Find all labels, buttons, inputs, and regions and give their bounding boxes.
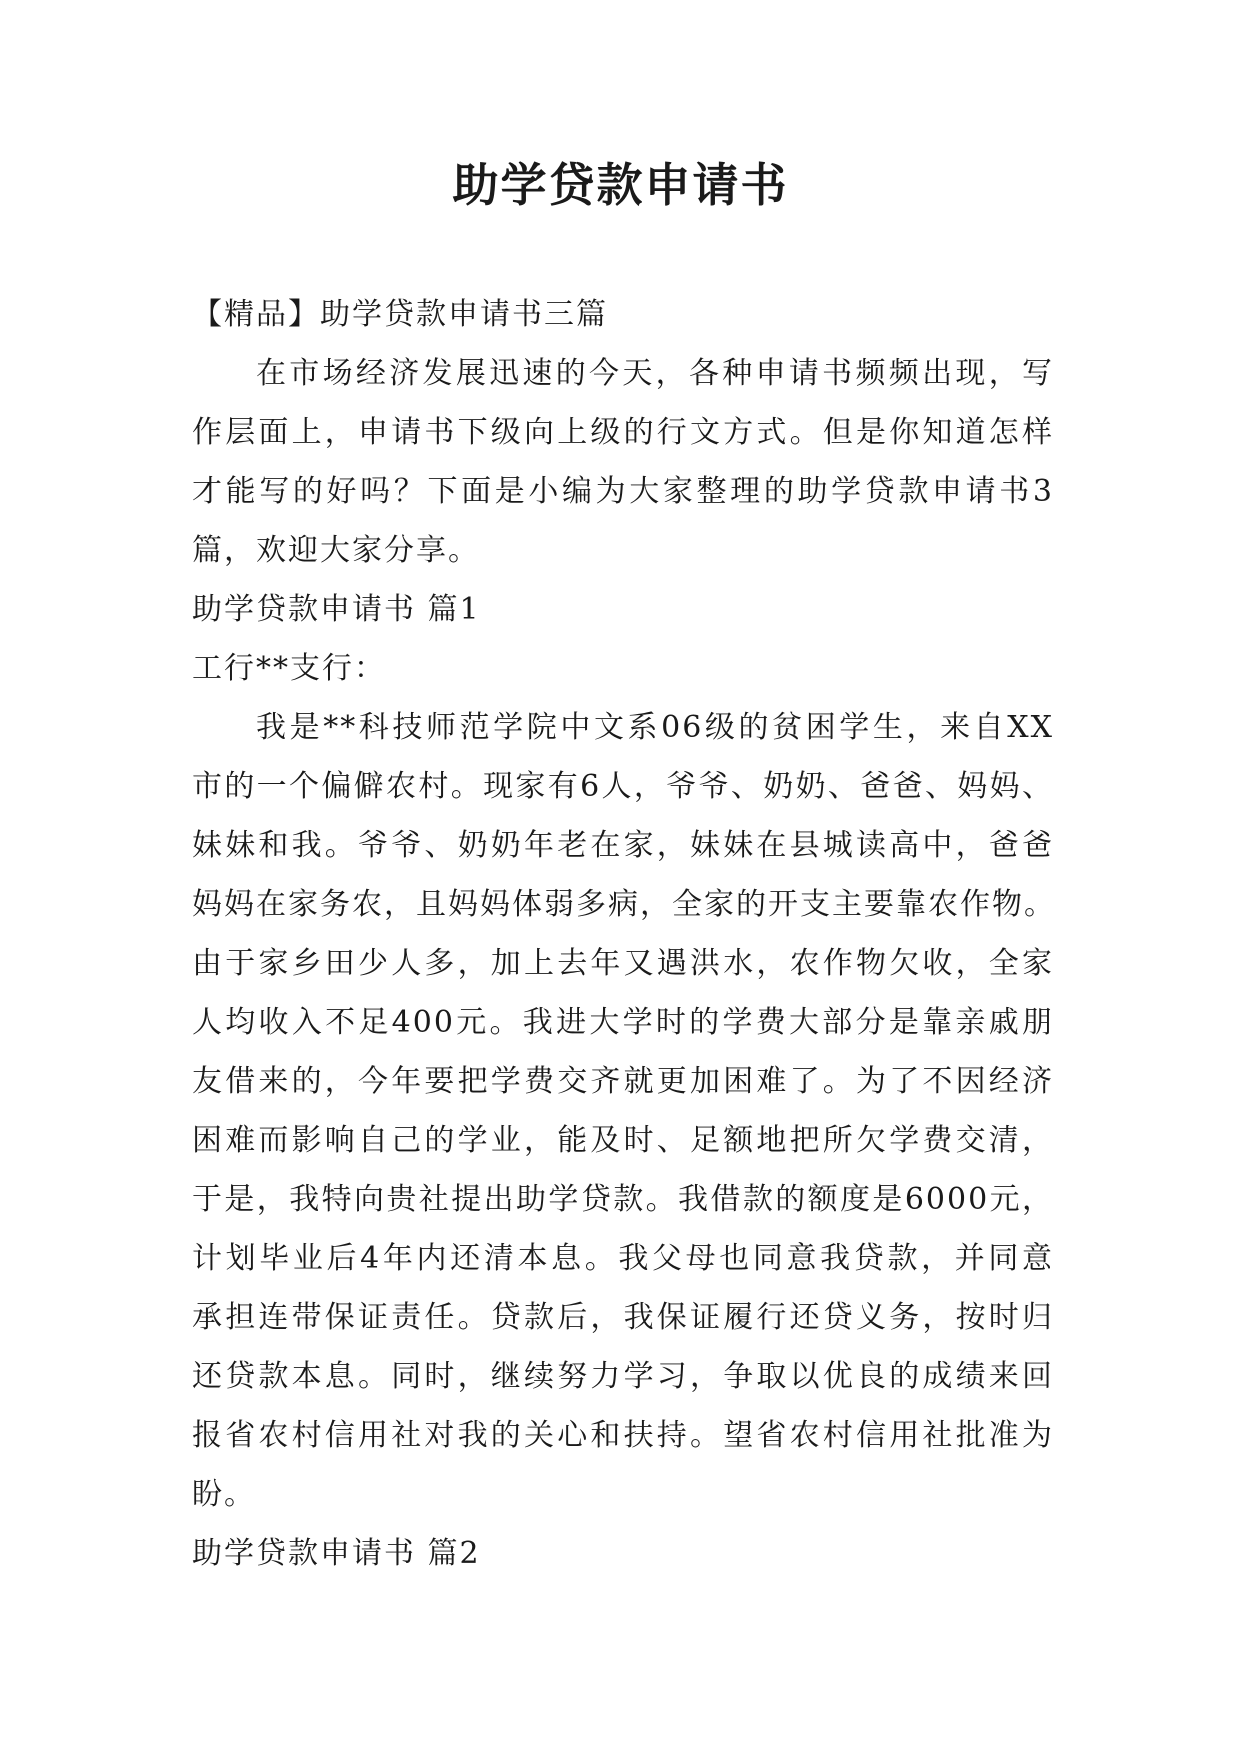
section-heading: 助学贷款申请书 篇2 [192,1536,481,1571]
subtitle-line: 【精品】助学贷款申请书三篇 [192,297,608,332]
intro-paragraph-line: 在市场经济发展迅速的今天，各种申请书频频出现，写 [256,356,1054,391]
section-heading: 助学贷款申请书 篇1 [192,592,481,627]
letter-paragraph-line: 友借来的，今年要把学费交齐就更加困难了。为了不因经济 [192,1064,1054,1099]
letter-paragraph-line: 还贷款本息。同时，继续努力学习，争取以优良的成绩来回 [192,1359,1054,1394]
document-body [192,285,1054,1583]
letter-paragraph-line: 妈妈在家务农，且妈妈体弱多病，全家的开支主要靠农作物。 [192,887,1056,922]
letter-paragraph-line: 人均收入不足400元。我进大学时的学费大部分是靠亲戚朋 [192,1005,1054,1040]
letter-paragraph-line: 承担连带保证责任。贷款后，我保证履行还贷义务，按时归 [192,1300,1054,1335]
intro-paragraph-line: 才能写的好吗？下面是小编为大家整理的助学贷款申请书3 [192,474,1054,509]
letter-paragraph-line: 报省农村信用社对我的关心和扶持。望省农村信用社批准为 [192,1418,1054,1453]
letter-paragraph-line: 盼。 [192,1477,256,1512]
letter-paragraph-line: 困难而影响自己的学业，能及时、足额地把所欠学费交清， [192,1123,1054,1158]
document-title: 助学贷款申请书 [452,158,789,212]
salutation: 工行**支行： [192,651,386,686]
letter-paragraph-line: 于是，我特向贵社提出助学贷款。我借款的额度是6000元， [192,1182,1054,1217]
letter-paragraph-line: 市的一个偏僻农村。现家有6人，爷爷、奶奶、爸爸、妈妈、 [192,769,1054,804]
letter-paragraph-line: 由于家乡田少人多，加上去年又遇洪水，农作物欠收，全家 [192,946,1054,981]
intro-paragraph-line: 作层面上，申请书下级向上级的行文方式。但是你知道怎样 [192,415,1054,450]
letter-paragraph-line: 计划毕业后4年内还清本息。我父母也同意我贷款，并同意 [192,1241,1054,1276]
intro-paragraph-line: 篇，欢迎大家分享。 [192,533,480,568]
letter-paragraph-line: 我是**科技师范学院中文系06级的贫困学生，来自XX [256,710,1054,745]
letter-paragraph-line: 妹妹和我。爷爷、奶奶年老在家，妹妹在县城读高中，爸爸 [192,828,1054,863]
